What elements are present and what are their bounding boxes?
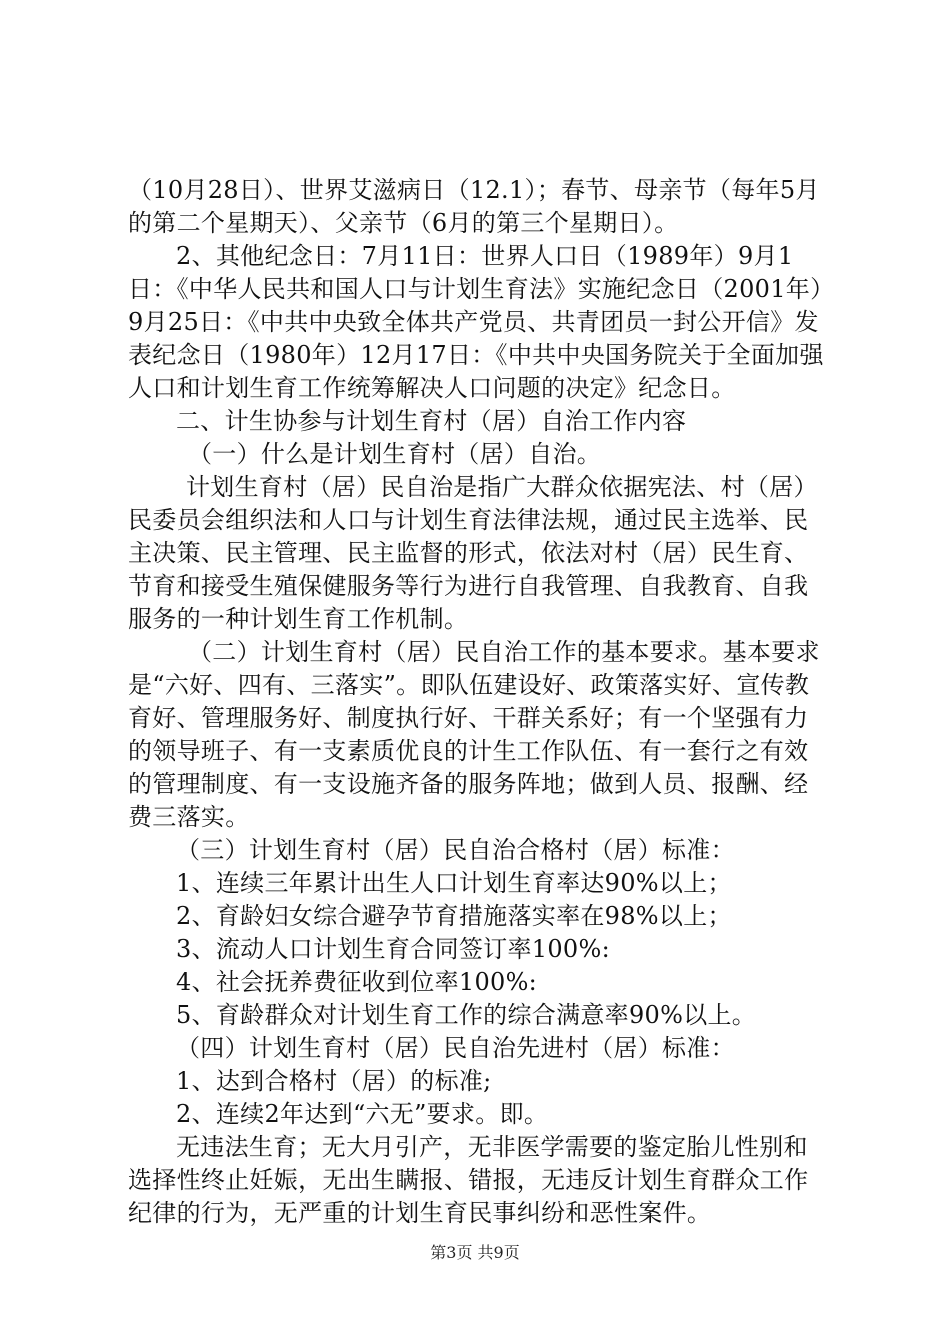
list-item-qualified-5: 5、育龄群众对计划生育工作的综合满意率90%以上。 bbox=[176, 1001, 757, 1029]
paragraph-self-governance-definition: 计划生育村（居）民自治是指广大群众依据宪法、村（居）民委员会组织法和人口与计划生育法律法规，通过民主选举、民主决策、民主管理、民主监督的形式，依法对村（居）民生育、节育和接受生殖保健服务等行为进行自我管理、自我教育、自我服务的一种计划生育工作机制。 bbox=[128, 473, 818, 633]
paragraph-other-anniversaries: 2、其他纪念日：7月11日：世界人口日（1989年）9月1日：《中华人民共和国人口与计划生育法》实施纪念日（2001年）9月25日：《中共中央致全体共产党员、共青团员一封公开信》发表纪念日（1980年）12月17日：《中共中央国务院关于全面加强人口和计划生育工作统筹解决人口问题的决定》纪念日。 bbox=[128, 242, 824, 402]
paragraph-holidays-continued: （10月28日）、世界艾滋病日（12.1）；春节、母亲节（每年5月的第二个星期天）、父亲节（6月的第三个星期日）。 bbox=[128, 176, 820, 237]
list-item-qualified-3: 3、流动人口计划生育合同签订率100%: bbox=[176, 935, 610, 963]
list-item-qualified-1: 1、连续三年累计出生人口计划生育率达90%以上； bbox=[176, 869, 732, 897]
section-heading-2: 二、计生协参与计划生育村（居）自治工作内容 bbox=[176, 407, 687, 435]
subsection-heading-3: （三）计划生育村（居）民自治合格村（居）标准： bbox=[176, 836, 735, 864]
paragraph-basic-requirements: （二）计划生育村（居）民自治工作的基本要求。基本要求是“六好、四有、三落实”。即队伍建设好、政策落实好、宣传教育好、管理服务好、制度执行好、干群关系好；有一个坚强有力的领导班子、有一支素质优良的计生工作队伍、有一套行之有效的管理制度、有一支设施齐备的服务阵地；做到人员、报酬、经费三落实。 bbox=[128, 638, 820, 831]
subsection-heading-1: （一）什么是计划生育村（居）自治。 bbox=[188, 440, 602, 468]
list-item-qualified-4: 4、社会抚养费征收到位率100%: bbox=[176, 968, 538, 996]
list-item-qualified-2: 2、育龄妇女综合避孕节育措施落实率在98%以上； bbox=[176, 902, 732, 930]
page-footer: 第3页 共9页 bbox=[430, 1243, 520, 1262]
subsection-heading-4: （四）计划生育村（居）民自治先进村（居）标准： bbox=[176, 1034, 735, 1062]
list-item-advanced-1: 1、达到合格村（居）的标准; bbox=[176, 1067, 492, 1095]
list-item-advanced-2: 2、连续2年达到“六无”要求。即。 bbox=[176, 1100, 549, 1128]
paragraph-six-nos: 无违法生育；无大月引产，无非医学需要的鉴定胎儿性别和选择性终止妊娠，无出生瞒报、错报，无违反计划生育群众工作纪律的行为，无严重的计划生育民事纠纷和恶性案件。 bbox=[128, 1133, 809, 1227]
document-body bbox=[128, 174, 828, 1230]
